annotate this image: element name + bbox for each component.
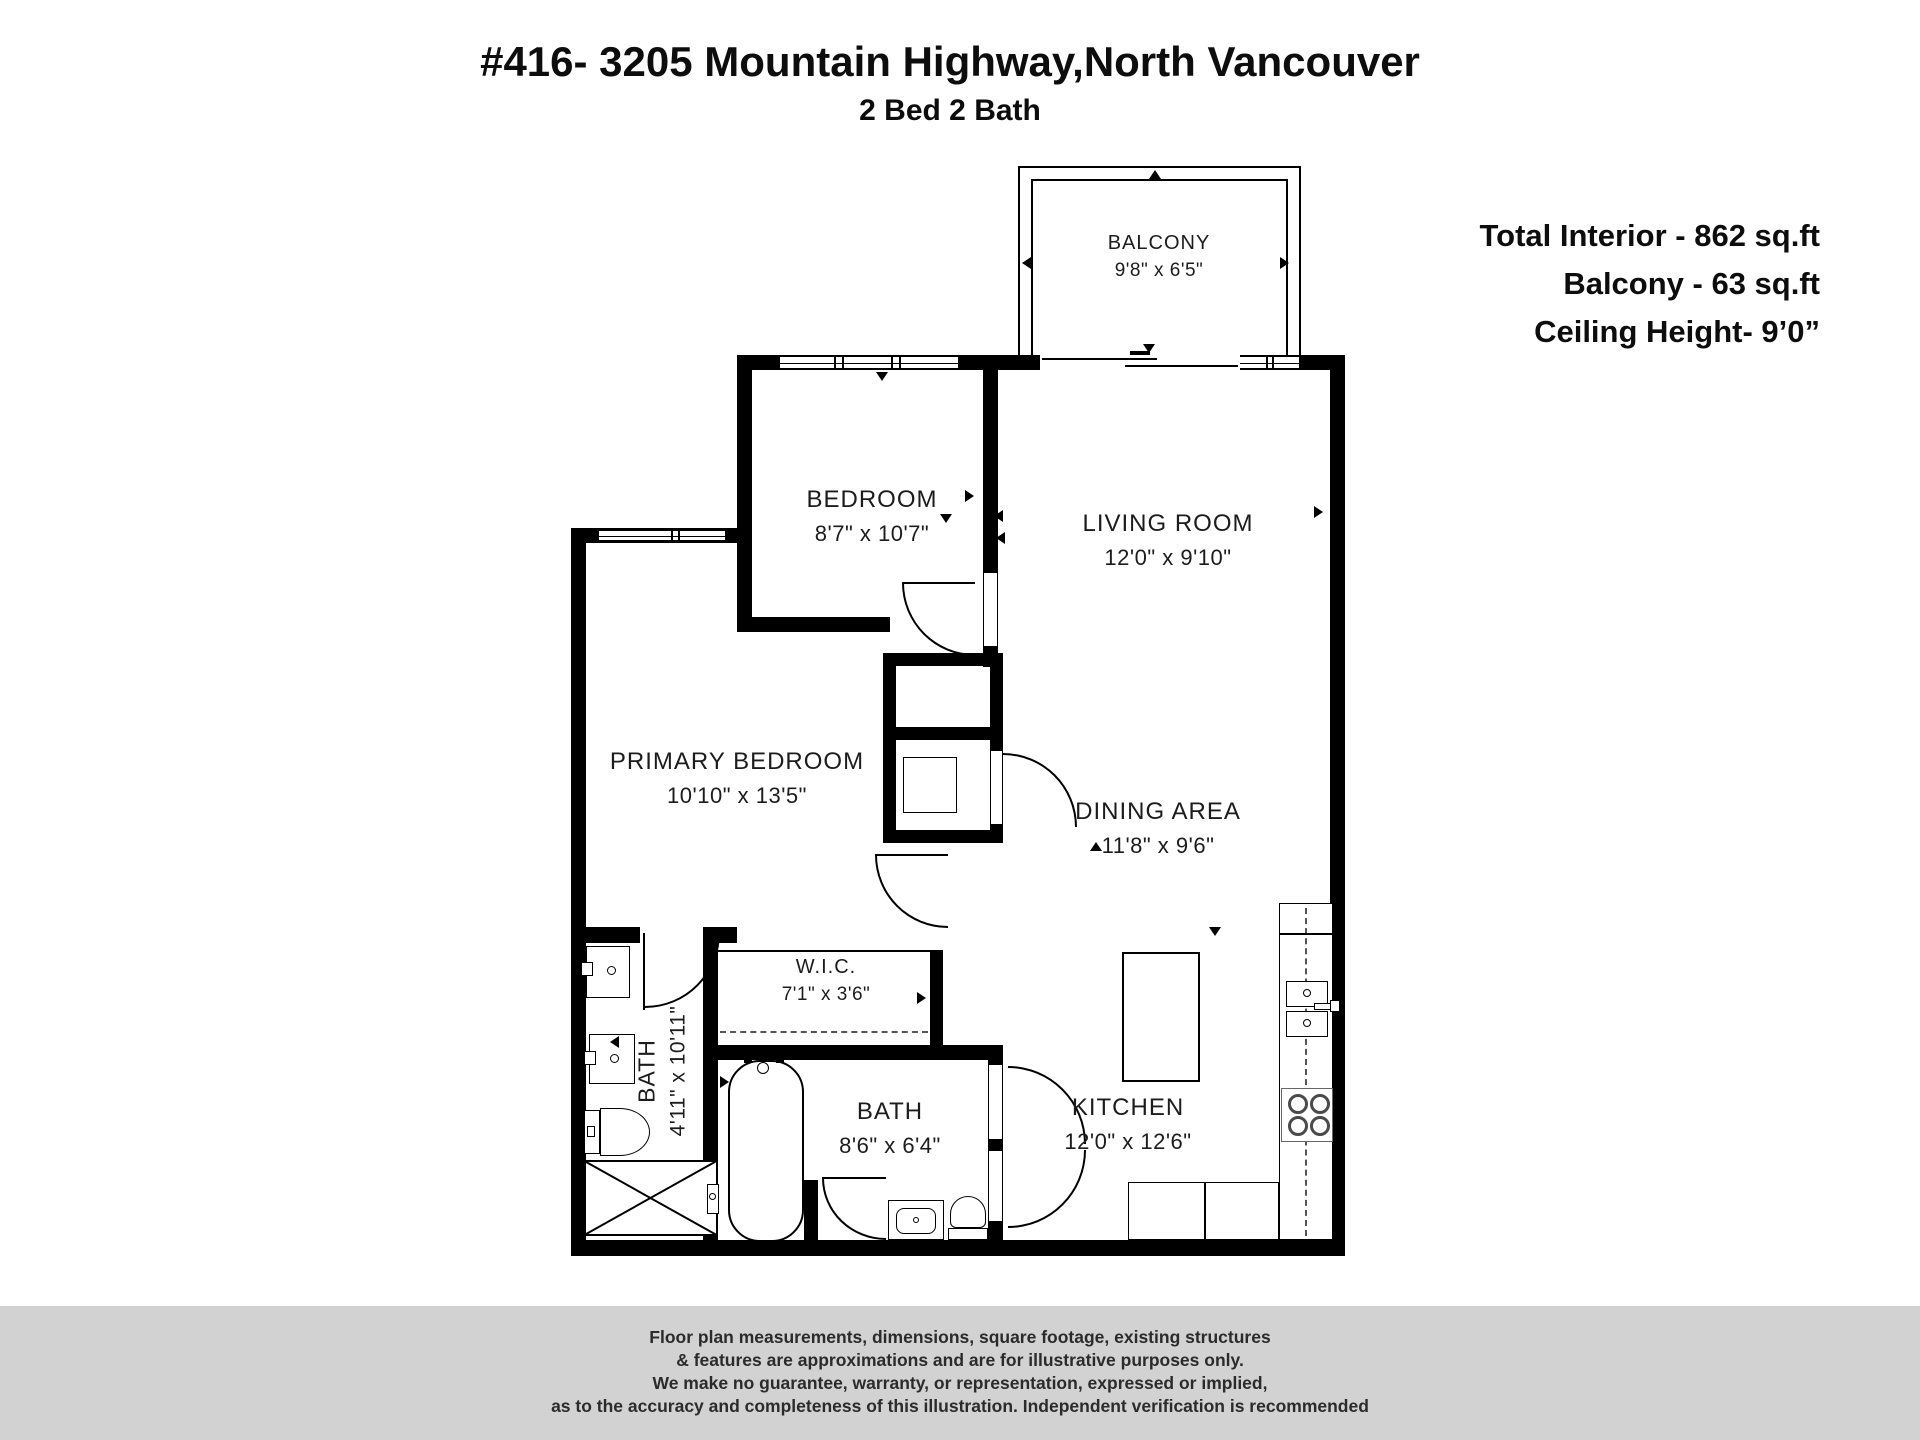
window-divider <box>1272 357 1274 368</box>
arrow-left-icon <box>994 510 1003 522</box>
wic-top-line <box>718 950 930 952</box>
window-divider <box>834 357 836 368</box>
wall-utility-left <box>883 653 896 843</box>
wall-wic-right <box>930 950 943 1045</box>
door-leaf-bath1 <box>643 933 645 1010</box>
arrow-right-icon <box>720 1076 729 1088</box>
tub-handle <box>776 1058 784 1063</box>
arrow-right-icon <box>965 490 974 502</box>
sink-drain <box>1303 989 1311 997</box>
arrow-right-icon <box>1280 257 1289 269</box>
wall-bedroom-left <box>737 355 752 630</box>
room-name: PRIMARY BEDROOM <box>609 748 865 775</box>
door-frame-bedroom <box>983 572 998 647</box>
counter-divider <box>1279 933 1333 935</box>
wall-utility-top <box>883 653 1003 666</box>
tub-handle <box>744 1058 752 1063</box>
wic-closet-rod <box>720 1031 928 1033</box>
faucet <box>581 962 593 976</box>
door-arc-kitchen-hall <box>1008 1150 1086 1228</box>
window-line <box>599 536 725 537</box>
arrow-down-icon <box>940 514 952 523</box>
sliding-door-panel <box>1125 365 1238 367</box>
arrow-up-icon <box>1149 170 1161 179</box>
window-divider <box>1266 357 1268 368</box>
sink-drain <box>607 966 616 975</box>
stove-burner <box>1288 1116 1308 1136</box>
room-label-dining-area <box>1075 798 1241 859</box>
room-name: BATH <box>856 1098 924 1125</box>
room-label-wic <box>782 956 871 1006</box>
door-leaf-bedroom <box>902 582 975 584</box>
tub-faucet <box>757 1062 769 1074</box>
stove <box>1281 1088 1333 1142</box>
footer-band <box>0 1306 1920 1440</box>
room-name: KITCHEN <box>1071 1094 1185 1121</box>
toilet-tank <box>948 1228 988 1240</box>
window-divider <box>671 531 673 540</box>
washer-dryer-unit <box>903 757 957 813</box>
door-frame-laundry <box>990 750 1003 825</box>
wall-utility-bottom <box>883 830 1003 843</box>
balcony-area-text: Balcony - 63 sq.ft <box>1563 266 1820 301</box>
room-label-primary-bedroom <box>610 748 864 809</box>
window-line <box>1239 363 1299 364</box>
window-divider <box>678 531 680 540</box>
room-dims: 12'0" x 9'10" <box>1104 545 1232 570</box>
door-leaf-bath2-inner <box>822 1177 886 1179</box>
disclaimer-text <box>0 1306 1920 1418</box>
door-leaf-hall <box>875 854 948 856</box>
room-name: LIVING ROOM <box>1082 510 1254 537</box>
room-name: W.I.C. <box>795 956 857 978</box>
room-dims: 9'8" x 6'5" <box>1114 260 1204 281</box>
total-interior-text: Total Interior - 862 sq.ft <box>1479 218 1820 253</box>
door-arc-laundry <box>1003 753 1077 827</box>
sliding-door-panel <box>1042 358 1157 360</box>
room-dims: 4'11" x 10'11" <box>666 1005 690 1137</box>
wall-wic-bottom <box>718 1045 1003 1060</box>
disclaimer-line: Floor plan measurements, dimensions, square footage, existing structures <box>649 1327 1271 1347</box>
disclaimer-line: We make no guarantee, warranty, or representation, expressed or implied, <box>652 1373 1268 1393</box>
arrow-left-icon <box>996 532 1005 544</box>
door-frame-bath2 <box>988 1064 1003 1140</box>
toilet-bowl <box>950 1196 986 1228</box>
ceiling-height-text: Ceiling Height- 9’0” <box>1534 314 1820 349</box>
wall-bottom <box>571 1240 1345 1256</box>
room-dims: 10'10" x 13'5" <box>667 783 807 808</box>
room-dims: 7'1" x 3'6" <box>781 984 871 1005</box>
kitchen-island <box>1122 952 1200 1082</box>
counter-centerline <box>1305 908 1307 1236</box>
room-name: BATH <box>633 1039 660 1103</box>
room-dims: 8'7" x 10'7" <box>814 521 930 546</box>
room-name: BEDROOM <box>806 486 938 513</box>
sink-drain <box>1303 1019 1311 1027</box>
faucet <box>584 1051 596 1065</box>
door-arc-hall <box>875 855 948 928</box>
sink-drain <box>610 1054 619 1063</box>
room-name: DINING AREA <box>1075 798 1241 825</box>
stove-burner <box>1288 1094 1308 1114</box>
shower-valve-knob <box>709 1193 716 1200</box>
arrow-down-icon <box>876 372 888 381</box>
arrow-down-icon <box>1209 927 1221 936</box>
page-subtitle: 2 Bed 2 Bath <box>859 94 1041 127</box>
room-name: BALCONY <box>1107 232 1211 254</box>
toilet-flush <box>587 1126 595 1137</box>
stove-burner <box>1310 1094 1330 1114</box>
wall-bath2-stub <box>804 1180 818 1240</box>
room-label-bedroom <box>806 486 937 547</box>
door-frame-kitchen-hall <box>988 1150 1003 1222</box>
disclaimer-line: as to the accuracy and completeness of this illustration. Independent verification is recommended <box>551 1396 1369 1416</box>
arrow-down-icon <box>1143 344 1155 353</box>
window-living <box>1238 356 1300 369</box>
counter-divider <box>1204 1182 1206 1240</box>
arrow-left-icon <box>610 1036 619 1048</box>
window-divider <box>891 357 893 368</box>
sliding-door-opening <box>1040 355 1240 370</box>
room-dims: 8'6" x 6'4" <box>839 1133 941 1158</box>
room-label-living-room <box>1082 510 1253 571</box>
room-label-balcony <box>1108 232 1211 282</box>
room-dims: 11'8" x 9'6" <box>1101 833 1215 858</box>
door-arc-bedroom <box>902 583 975 656</box>
room-dims: 12'0" x 12'6" <box>1064 1129 1192 1154</box>
bathtub <box>728 1060 804 1242</box>
window-divider <box>899 357 901 368</box>
wall-utility-divider <box>883 727 1003 740</box>
arrow-left-icon <box>1022 257 1031 269</box>
kitchen-faucet-cap <box>1330 1000 1340 1012</box>
room-label-bath1 <box>634 1006 691 1137</box>
room-label-bath2 <box>839 1098 941 1159</box>
arrow-right-icon <box>917 992 926 1004</box>
window-divider <box>842 357 844 368</box>
arrow-right-icon <box>1314 506 1323 518</box>
room-label-kitchen <box>1064 1094 1191 1155</box>
window-bedroom <box>779 356 959 369</box>
window-line <box>780 363 958 364</box>
window-primary-bedroom <box>598 530 726 541</box>
door-arc-bath2-inner <box>822 1178 886 1240</box>
sink-drain <box>913 1217 919 1223</box>
wall-bedroom-bottom <box>737 617 890 632</box>
stove-burner <box>1310 1116 1330 1136</box>
disclaimer-line: & features are approximations and are for illustrative purposes only. <box>676 1350 1244 1370</box>
page-title: #416- 3205 Mountain Highway,North Vancouver <box>480 38 1420 85</box>
